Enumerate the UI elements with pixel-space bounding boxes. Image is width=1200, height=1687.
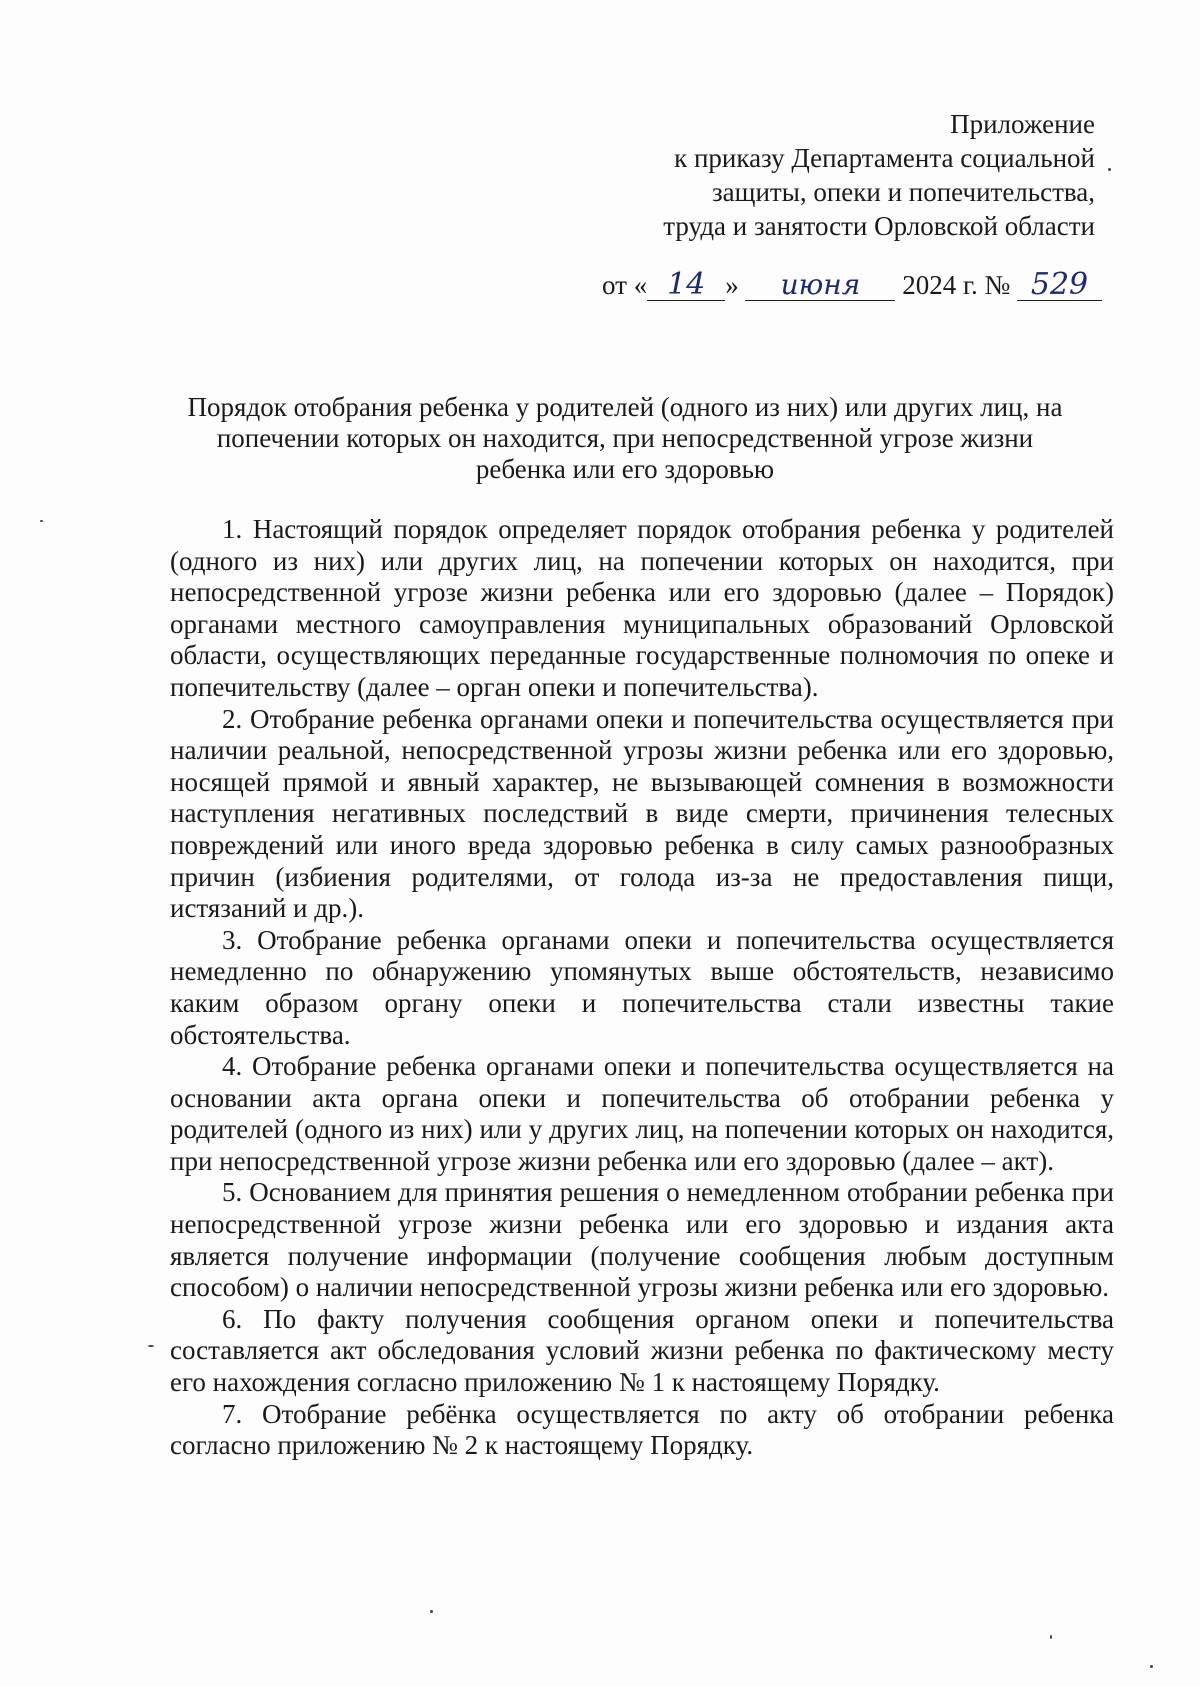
- appendix-line-1: Приложение: [950, 109, 1095, 139]
- date-prefix: от «: [602, 270, 648, 300]
- paragraph-3: 3. Отобрание ребенка органами опеки и попечительства осуществляется немедленно по обнаружению упомянутых выше обстоятельств, независимо каким образом органу опеки и попечительства стали известны такие обстоятельства.: [170, 924, 1114, 1050]
- appendix-header: [535, 107, 1095, 243]
- handwritten-day: 14: [647, 270, 725, 301]
- document-title: Порядок отобрания ребенка у родителей (одного из них) или других лиц, на попечении которых он находится, при непосредственной угрозе жизни ребенка или его здоровью: [187, 392, 1063, 484]
- date-quote-close: »: [725, 270, 739, 300]
- document-body: [170, 514, 1114, 1462]
- appendix-line-3: защиты, опеки и попечительства,: [712, 177, 1095, 207]
- paragraph-4: 4. Отобрание ребенка органами опеки и попечительства осуществляется на основании акта органа опеки и попечительства об отобрании ребенка у родителей (одного из них) или у других лиц, на попечении которых он находится, при непосредственной угрозе жизни ребенка или его здоровью (далее – акт).: [170, 1051, 1114, 1176]
- paragraph-7: 7. Отобрание ребёнка осуществляется по акту об отобрании ребенка согласно приложению № 2 к настоящему Порядку.: [170, 1398, 1114, 1461]
- scan-speck: [1150, 1665, 1153, 1668]
- handwritten-month: июня: [745, 270, 895, 301]
- paragraph-5: 5. Основанием для принятия решения о немедленном отобрании ребенка при непосредственной угрозе жизни ребенка или его здоровью и издания акта является получение информации (получение сообщения любым доступным способом) о наличии непосредственной угрозы жизни ребенка или его здоровью.: [170, 1177, 1114, 1303]
- scan-speck: [40, 520, 43, 522]
- scan-speck: [430, 1610, 433, 1613]
- paragraph-6: 6. По факту получения сообщения органом опеки и попечительства составляется акт обследования условий жизни ребенка по фактическому месту его нахождения согласно приложению № 1 к настоящему Порядку.: [170, 1303, 1114, 1398]
- paragraph-2: 2. Отобрание ребенка органами опеки и попечительства осуществляется при наличии реальной, непосредственной угрозы жизни ребенка или его здоровью, носящей прямой и явный характер, не вызывающей сомнения в возможности наступления негативных последствий в виде смерти, причинения телесных повреждений или иного вреда здоровью ребенка в силу самых разнообразных причин (избиения родителями, от голода из-за не предоставления пищи, истязаний и др.).: [170, 703, 1114, 924]
- scan-speck: [1050, 1635, 1052, 1639]
- paragraph-1: 1. Настоящий порядок определяет порядок отобрания ребенка у родителей (одного из них) или других лиц, на попечении которых он находится, при непосредственной угрозе жизни ребенка или его здоровью (далее – Порядок) органами местного самоуправления муниципальных образований Орловской области, осуществляющих переданные государственные полномочия по опеке и попечительству (далее – орган опеки и попечительства).: [170, 514, 1114, 702]
- appendix-line-2: к приказу Департамента социальной: [674, 143, 1095, 173]
- appendix-line-4: труда и занятости Орловской области: [663, 211, 1095, 241]
- scan-speck: [148, 1345, 154, 1347]
- scan-speck: [1108, 168, 1111, 171]
- handwritten-order-number: 529: [1017, 270, 1102, 301]
- date-year-label: 2024 г. №: [902, 270, 1011, 300]
- order-date-line: [602, 268, 1102, 302]
